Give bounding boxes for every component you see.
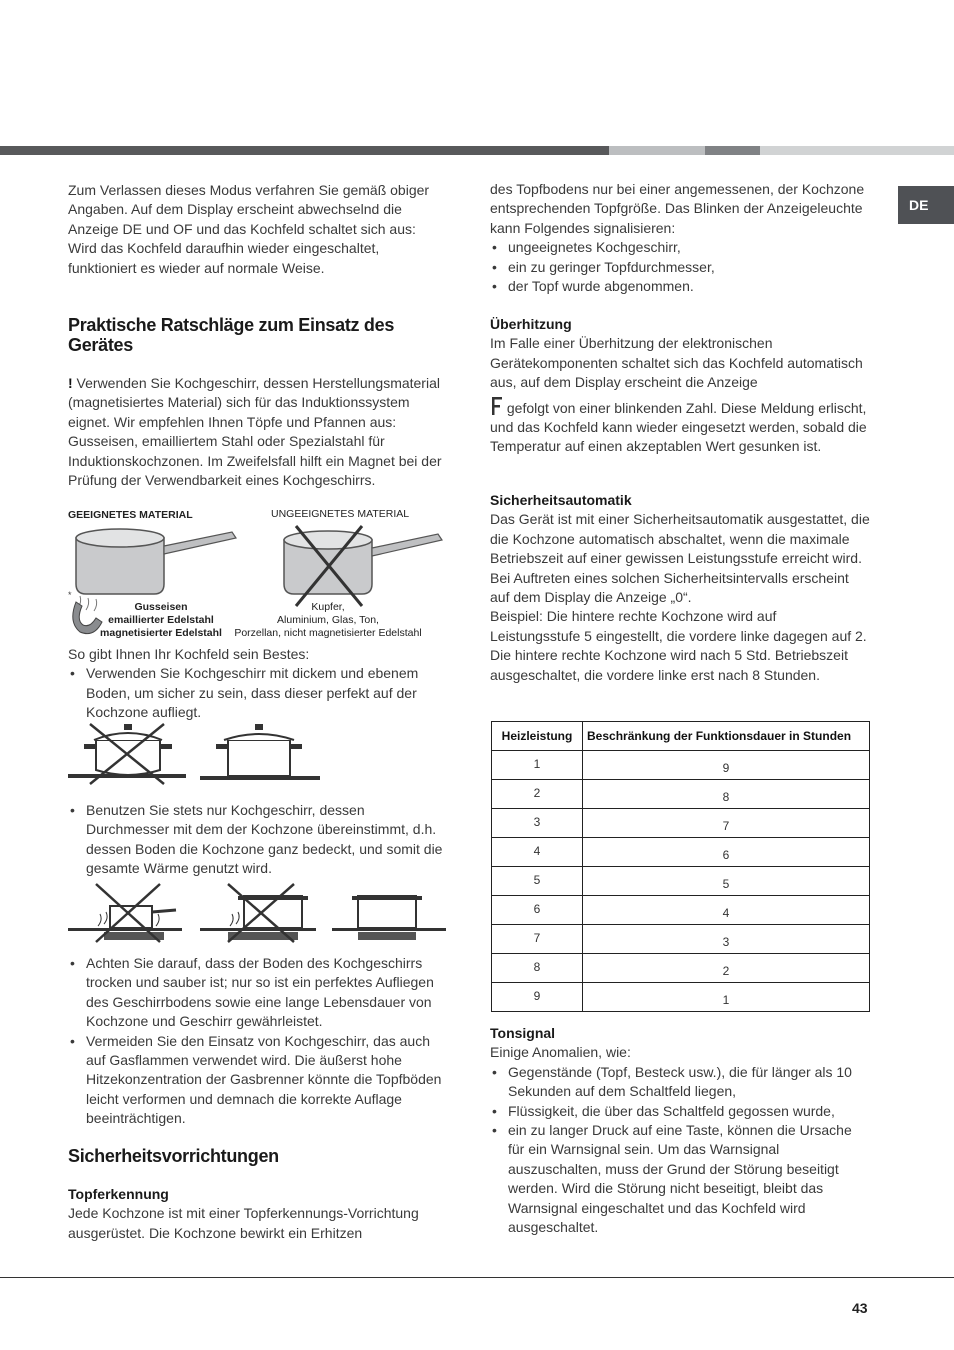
table-row: 4 6 bbox=[492, 838, 870, 867]
diameter-illustration bbox=[68, 880, 446, 946]
pot-detection-text: Jede Kochzone ist mit einer Topferkennungs-Vorrichtung ausgerüstet. Die Kochzone bewirkt ein Erhitzen bbox=[68, 1205, 419, 1241]
bad-pot-icon bbox=[68, 724, 186, 784]
small-pot-icon bbox=[68, 884, 182, 942]
best-intro: So gibt Ihnen Ihr Kochfeld sein Bestes: bbox=[68, 646, 310, 662]
sub-pot-detection: Topferkennung bbox=[68, 1186, 169, 1202]
continuation-text: des Topfbodens nur bei einer angemessenen, der Kochzone entsprechenden Topfgröße. Das Blinken der Anzeigeleuchte kann Folgendes signalisieren: bbox=[490, 181, 865, 236]
left-intro bbox=[68, 181, 443, 278]
tone-intro: Einige Anomalien, wie: bbox=[490, 1044, 631, 1061]
tips-list-b bbox=[68, 801, 446, 879]
table-row: 8 2 bbox=[492, 954, 870, 983]
fig-unsuitable-label: UNGEEIGNETES MATERIAL bbox=[271, 508, 410, 520]
sub-overheat: Überhitzung bbox=[490, 316, 572, 332]
suitable-pot-icon bbox=[76, 529, 236, 611]
overheat-section bbox=[490, 315, 870, 457]
footer-rule bbox=[0, 1277, 954, 1278]
warning-text: Verwenden Sie Kochgeschirr, dessen Herstellungsmaterial (magnetisiertes Material) sich für das Induktionssystem eignet. Wir empfehlen Ihnen Töpfe und Pfannen aus: Gusseisen, emailliertem Stahl oder Spezialstahl für Induktionskochzonen. Im Zweifelsfall hilft ein Magnet bei der Prüfung der Verwendbarkeit eines Kochgeschirrs. bbox=[68, 375, 442, 489]
table-row: 3 7 bbox=[492, 809, 870, 838]
sub-safety-auto: Sicherheitsautomatik bbox=[490, 492, 632, 508]
tone-bullet: • Gegenstände (Topf, Besteck usw.), die für länger als 10 Sekunden auf dem Schaltfeld liegen, bbox=[490, 1063, 870, 1102]
table-row: 7 3 bbox=[492, 925, 870, 954]
bullet-flat-bottom: • Verwenden Sie Kochgeschirr mit dickem und ebenem Boden, um sicher zu sein, dass dieser perfekt auf der Kochzone aufliegt. bbox=[68, 664, 446, 722]
tips-list-c bbox=[68, 954, 446, 1129]
tips-list-a bbox=[68, 645, 446, 723]
table-header bbox=[492, 722, 870, 751]
good-pot-icon bbox=[200, 724, 320, 780]
col-duration-limit: Beschränkung der Funktionsdauer in Stunden bbox=[583, 722, 870, 751]
power-limit-table bbox=[491, 721, 870, 1012]
tone-section bbox=[490, 1024, 870, 1237]
col-heat-level: Heizleistung bbox=[492, 722, 583, 751]
auto-example: Beispiel: Die hintere rechte Kochzone wird auf Leistungsstufe 5 eingestellt, die vordere linke dagegen auf 2. Die hintere rechte Kochzone wird nach 5 Std. Betriebszeit ausgeschaltet, die vordere linke erst nach 8 Stunden. bbox=[490, 608, 867, 683]
pot-detection-section bbox=[68, 1185, 443, 1243]
page-number: 43 bbox=[852, 1300, 868, 1316]
fig-unsuitable-caption: Kupfer, Aluminium, Glas, Ton, Porzellan, nicht magnetisierter Edelstahl bbox=[234, 601, 422, 639]
top-color-bar bbox=[0, 146, 954, 155]
tone-bullet: • ein zu langer Druck auf eine Taste, können die Ursache für ein Warnsignal sein. Um das Warnsignal auszuschalten, muss der Grund der Störung beseitigt werden. Wird die Störung nicht beseitigt, bleibt das Warnsignal eingeschaltet und das Kochfeld wird ausgeschaltet. bbox=[490, 1121, 870, 1237]
matching-pot-icon bbox=[332, 896, 446, 940]
cont-bullet: • ungeeignetes Kochgeschirr, bbox=[490, 238, 870, 257]
tone-bullet: • Flüssigkeit, die über das Schaltfeld gegossen wurde, bbox=[490, 1102, 870, 1121]
auto-section bbox=[490, 491, 870, 685]
table-row: 5 5 bbox=[492, 867, 870, 896]
overheat-text-2: gefolgt von einer blinkenden Zahl. Diese Meldung erlischt, und das Kochfeld kann wieder eingesetzt werden, sobald die Temperatur auf einen akzeptablen Wert gesunken ist. bbox=[490, 399, 867, 455]
svg-text:*: * bbox=[68, 590, 72, 600]
cont-bullet: • der Topf wurde abgenommen. bbox=[490, 277, 870, 296]
bullet-gas-pots: • Vermeiden Sie den Einsatz von Kochgeschirr, das auch auf Gasflammen verwendet wird. Die äußerst hohe Hitzekonzentration der Gasbrenner könnte die Topfböden leicht verformen und demnach die korrekte Auflage beeinträchtigen. bbox=[68, 1032, 446, 1129]
table-row: 6 4 bbox=[492, 896, 870, 925]
heading-safety: Sicherheitsvorrichtungen bbox=[68, 1146, 279, 1166]
warning-mark: ! bbox=[68, 375, 73, 391]
intro-paragraph: Zum Verlassen dieses Modus verfahren Sie gemäß obiger Angaben. Auf dem Display erscheint abwechselnd die Anzeige DE und OF und das Kochfeld schaltet sich aus: Wird das Kochfeld daraufhin wieder eingeschaltet, funktioniert es wieder auf normale Weise. bbox=[68, 182, 430, 276]
flat-bottom-illustration bbox=[68, 722, 328, 784]
right-continuation bbox=[490, 180, 870, 296]
table-row: 9 1 bbox=[492, 983, 870, 1012]
mismatch-pot-icon bbox=[200, 884, 316, 942]
unsuitable-pot-icon bbox=[284, 526, 442, 606]
fig-suitable-label: GEEIGNETES MATERIAL bbox=[68, 509, 193, 521]
cont-bullet: • ein zu geringer Topfdurchmesser, bbox=[490, 258, 870, 277]
bullet-diameter: • Benutzen Sie stets nur Kochgeschirr, dessen Durchmesser mit dem der Kochzone übereinstimmt, d.h. dessen Boden die Kochzone ganz bedeckt, und somit die gesamte Wärme genutzt wird. bbox=[68, 801, 446, 879]
display-f-icon bbox=[490, 397, 503, 415]
heading-tips: Praktische Ratschläge zum Einsatz des Gerätes bbox=[68, 315, 395, 355]
sub-tone-signal: Tonsignal bbox=[490, 1025, 556, 1041]
auto-text: Das Gerät ist mit einer Sicherheitsautomatik ausgestattet, die die Kochzone automatisch abschaltet, wenn die maximale Betriebszeit auf einer gewissen Leistungsstufe erreicht wird. Bei Auftreten eines solchen Sicherheitsintervalls erscheint auf dem Display die Anzeige „0“. bbox=[490, 511, 870, 606]
table-row: 2 8 bbox=[492, 780, 870, 809]
fig-suitable-caption: Gusseisen emaillierter Edelstahl magnetisierter Edelstahl bbox=[100, 601, 222, 639]
overheat-text-1: Im Falle einer Überhitzung der elektronischen Gerätekomponenten schaltet sich das Kochfeld automatisch aus, auf dem Display erscheint die Anzeige bbox=[490, 335, 863, 391]
warning-paragraph bbox=[68, 374, 446, 490]
table-row: 1 9 bbox=[492, 751, 870, 780]
bullet-dry-clean: • Achten Sie darauf, dass der Boden des Kochgeschirrs trocken und sauber ist; nur so ist ein perfektes Aufliegen des Geschirrbodens sowie eine lange Lebensdauer von Kochzone und Geschirr gewährleistet. bbox=[68, 954, 446, 1032]
language-tab: DE bbox=[898, 186, 954, 224]
